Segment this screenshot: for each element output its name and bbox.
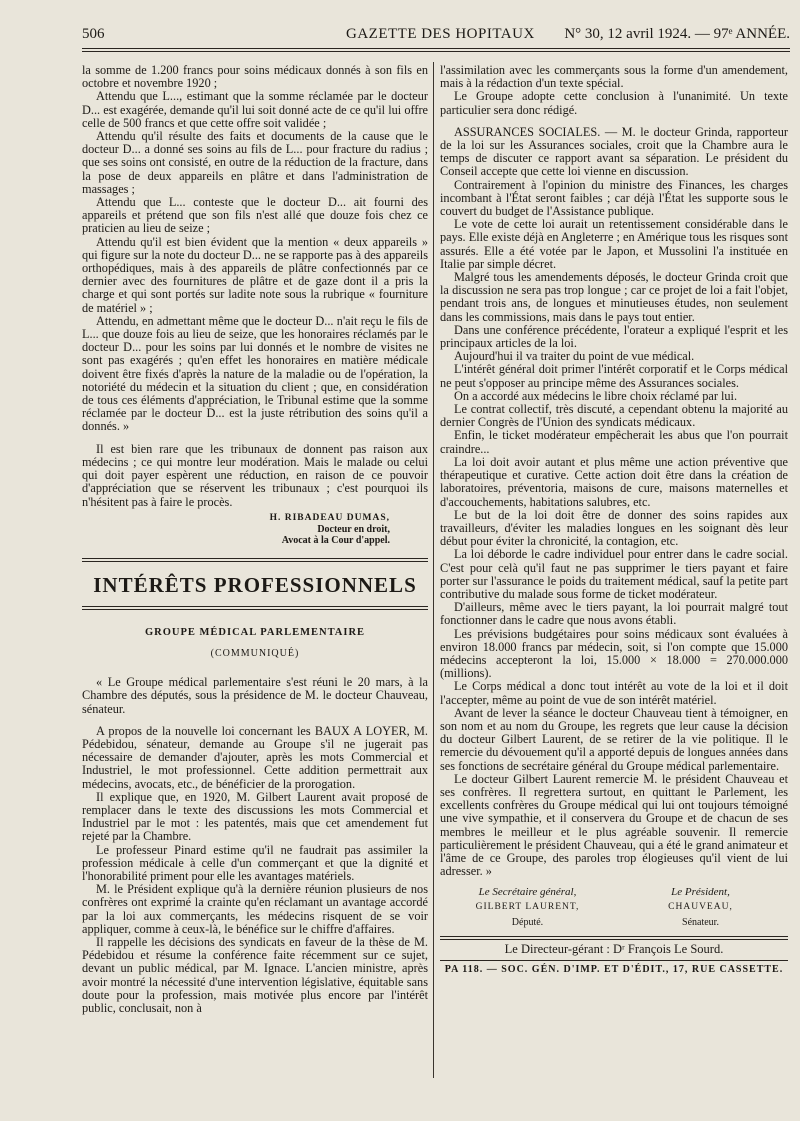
- section-title: INTÉRÊTS PROFESSIONNELS: [93, 572, 417, 597]
- paragraph: La loi déborde le cadre individuel pour entrer dans le cadre social. C'est pour celà qu'il faut ne pas supprimer le tiers payant et faire porter sur l'assurance le poids du traitement médical, sauf la petite part contributive du malade sous forme de ticket modérateur.: [440, 547, 788, 601]
- paragraph: Le but de la loi doit être de donner des soins rapides aux travailleurs, d'éviter les maladies longues en les soignant dès leur début pour éviter la chronicité, la contagion, etc.: [440, 507, 788, 549]
- signature-block: [82, 513, 428, 546]
- signature-role: Avocat à la Cour d'appel.: [281, 534, 390, 546]
- page-number: 506: [82, 26, 105, 42]
- paragraph: Attendu qu'il résulte des faits et documents de la cause que le docteur D... a donné ses soins au fils de L... pour fracture du radius ; que ses soins ont consisté, en outre de la réduction de la fracture, dans la pose de deux appareils en plâtre et dans l'administration de massages ;: [82, 129, 428, 196]
- section-rule: [82, 606, 428, 610]
- paragraph: Le Corps médical a donc tout intérêt au vote de la loi et il doit l'accepter, même au point de vue de son intérêt matériel.: [440, 679, 788, 707]
- section-rule: [82, 558, 428, 562]
- printer-line: PA 118. — SOC. GÉN. D'IMP. ET D'ÉDIT., 17, RUE CASSETTE.: [444, 963, 784, 975]
- paragraph: M. le Président explique qu'à la dernière réunion plusieurs de nos confrères ont exprimé la crainte qu'en réclamant un avantage accordé par la loi aux commerçants, les médecins risquent de se voir appliquer, comme à ceux-là, le bénéfice sur le chiffre d'affaires.: [82, 882, 428, 936]
- group-heading: GROUPE MÉDICAL PARLEMENTAIRE: [144, 626, 366, 638]
- paragraph: la somme de 1.200 francs pour soins médicaux donnés à son fils en octobre et novembre 1920 ;: [82, 63, 428, 91]
- paragraph: Le Groupe adopte cette conclusion à l'unanimité. Un texte particulier sera donc rédigé.: [440, 89, 788, 117]
- header-rule-bottom: [82, 51, 790, 52]
- director-line: Le Directeur-gérant : Dʳ François Le Sourd.: [504, 942, 724, 957]
- president-role: Sénateur.: [682, 917, 719, 929]
- paragraph: La loi doit avoir autant et plus même une action préventive que thérapeutique et curative. Cette action doit être dans la création de laboratoires, préventoria, maisons de cure, maisons maternelles et d'accouchements, habitations salubres, etc.: [440, 454, 788, 509]
- paragraph: ASSURANCES SOCIALES. — M. le docteur Grinda, rapporteur de la loi sur les Assurances sociales, croit que la Chambre aura le temps de discuter ce rapport avant sa séparation. Le président du Conseil accepte que cette loi vienne en discussion.: [440, 124, 788, 179]
- paragraph: « Le Groupe médical parlementaire s'est réuni le 20 mars, à la Chambre des députés, sous la présidence de M. le docteur Chauveau, sénateur.: [82, 675, 428, 716]
- secretary-role: Député.: [511, 917, 544, 929]
- paragraph: L'intérêt général doit primer l'intérêt corporatif et le Corps médical ne peut s'opposer au principe même des Assurances sociales.: [440, 362, 788, 390]
- right-column: [440, 64, 788, 976]
- signature-title: Docteur en droit,: [317, 523, 390, 535]
- paragraph: Attendu, en admettant même que le docteur D... n'ait reçu le fils de L... que douze fois au lieu de seize, que les honoraires réclamés par le docteur D... pour les soins par lui donnés et le nombre de visites ne sont pas exagérés ; qu'en effet les honoraires en matière médicale doivent être fixés d'après la nature de la maladie ou de l'opération, la notoriété du médecin et la situation du client ; que, en considération de tous ces éléments d'appréciation, le Tribunal estime que la somme réclamée par le docteur D... est la juste rétribution des soins qu'il a donnés. »: [82, 313, 428, 434]
- paragraph: Le professeur Pinard estime qu'il ne faudrait pas assimiler la profession médicale à celle d'un commerçant et que la dignité et l'honorabilité priment pour elle les avantages matériels.: [82, 842, 428, 883]
- secretary-name: GILBERT LAURENT,: [475, 902, 580, 913]
- paragraph: Attendu que L... conteste que le docteur D... ait fourni des appareils et prétend que son fils n'est allé que douze fois chez ce praticien au lieu de seize ;: [82, 195, 428, 236]
- paragraph: Le contrat collectif, très discuté, a cependant obtenu la majorité au dernier Congrès de l'Union des syndicats médicaux.: [440, 402, 788, 430]
- paragraph: Dans une conférence précédente, l'orateur a expliqué l'esprit et les principaux articles de la loi.: [440, 322, 788, 351]
- president-title: Le Président,: [671, 886, 730, 899]
- signature-name: H. RIBADEAU DUMAS,: [269, 512, 390, 523]
- paragraph: Attendu que L..., estimant que la somme réclamée par le docteur D... est exagérée, demande qu'il lui soit donné acte de ce qu'il lui offre celle de 500 francs et que cette offre soit validée ;: [82, 89, 428, 130]
- paragraph: Malgré tous les amendements déposés, le docteur Grinda croit que la discussion ne sera pas trop longue ; car ce projet de loi a fait l'objet, pendant trois ans, de longues et minutieuses études, non seulement dans les commissions, mais dans le pays tout entier.: [440, 270, 788, 324]
- paragraph: Attendu qu'il est bien évident que la mention « deux appareils » qui figure sur la note du docteur D... ne se rapporte pas à des appareils orthopédiques, mais à des appareils de plâtre confectionnés par ce dernier avec des fournitures de plâtre et de gaze dont il a pris la charge et qui sont portés sur ladite note sous la rubrique « fourniture de matériel » ;: [82, 234, 428, 315]
- paragraph: D'ailleurs, même avec le tiers payant, la loi pourrait malgré tout fonctionner dans le cadre que nous avons établi.: [440, 600, 788, 628]
- issue-info: N° 30, 12 avril 1924. — 97ᵉ ANNÉE.: [564, 26, 790, 42]
- paragraph: A propos de la nouvelle loi concernant les BAUX A LOYER, M. Pédebidou, sénateur, demande au Groupe s'il ne jugerait pas nécessaire de demander d'ajouter, après les mots Commercial et Industriel, le mot professionnel. Cette addition permettrait aux médecins, avocats, etc., de bénéficier de la prorogation.: [82, 723, 428, 791]
- paragraph: Il explique que, en 1920, M. Gilbert Laurent avait proposé de remplacer dans le texte des discussions les mots Commercial et Industriel par le mot : les patentés, mais que cet amendement fut rejeté par la Chambre.: [82, 789, 428, 844]
- paragraph: Il rappelle les décisions des syndicats en faveur de la thèse de M. Pédebidou et résume la conférence faite récemment sur ce sujet, devant un public médical, par M. Ignace. L'ancien ministre, après avoir montré la nécessité d'une intervention législative, équitable sans doute pour la profession, mais motivée plus encore par l'intérêt public, conclusait, non à: [82, 934, 428, 1015]
- left-column: [82, 64, 428, 1015]
- paragraph: Le vote de cette loi aurait un retentissement considérable dans le pays. Elle existe déjà en Angleterre ; en Amérique tous les risques sont assurés. Elle a été votée par le Japon, et Mussolini l'a instituée en Italie par simple décret.: [440, 217, 788, 271]
- paragraph: Les prévisions budgétaires pour soins médicaux sont évaluées à environ 18.000 francs par médecin, soit, si l'on compte que 15.000 médecins accepteront la loi, 15.000 × 18.000 = 270.000.000 (millions).: [440, 626, 788, 681]
- president-name: CHAUVEAU,: [668, 902, 733, 913]
- footer-rule-thin: [440, 960, 788, 961]
- header-rule-top: [82, 48, 790, 49]
- paragraph: Le docteur Gilbert Laurent remercie M. le président Chauveau et ses confrères. Il regrettera surtout, en quittant le Parlement, les excellents confrères du Groupe médical qui lui ont toujours témoigné une vive sympathie, et il conservera du Groupe et de chacun de ses membres le meilleur et le plus agréable souvenir. Il remercie particulièrement le président Chauveau, qui a été le grand animateur et l'âme de ce Groupe, des paroles trop élogieuses qu'il vient de lui adresser. »: [440, 771, 788, 879]
- signatories-table: [440, 884, 788, 931]
- journal-title: GAZETTE DES HOPITAUX: [346, 26, 535, 42]
- paragraph: Aujourd'hui il va traiter du point de vue médical.: [454, 349, 695, 364]
- footer-rule: [440, 936, 788, 940]
- communique-label: (COMMUNIQUÉ): [210, 647, 300, 659]
- column-divider: [433, 62, 434, 1078]
- paragraph: Enfin, le ticket modérateur empêcherait les abus que l'on pourrait craindre...: [440, 428, 788, 456]
- paragraph: Avant de lever la séance le docteur Chauveau tient à témoigner, en son nom et au nom du Groupe, les regrets que leur cause la décision du docteur Gilbert Laurent, de se retirer de la vie politique. Il le remercie du dévouement qu'il a apporté depuis de longues années dans ses fonctions de secrétaire général du Groupe médical parlementaire.: [440, 705, 788, 773]
- paragraph: On a accordé aux médecins le libre choix réclamé par lui.: [454, 388, 738, 403]
- secretary-title: Le Secrétaire général,: [478, 886, 577, 899]
- paragraph: Il est bien rare que les tribunaux de donnent pas raison aux médecins ; ce qui montre leur modération. Mais le malade ou celui qui doit payer espèrent une réduction, en raison de ce pouvoir d'appréciation que se réservent les tribunaux ; c'est pourquoi ils n'hésitent pas à faire le procès.: [82, 441, 428, 509]
- running-header: [82, 26, 790, 44]
- paragraph: Contrairement à l'opinion du ministre des Finances, les charges incombant à l'État seront faibles ; car déjà l'État les supporte sous le couvert du budget de l'Assistance publique.: [440, 177, 788, 219]
- paragraph: l'assimilation avec les commerçants sous la forme d'un amendement, mais à la rédaction d'un texte spécial.: [440, 63, 788, 91]
